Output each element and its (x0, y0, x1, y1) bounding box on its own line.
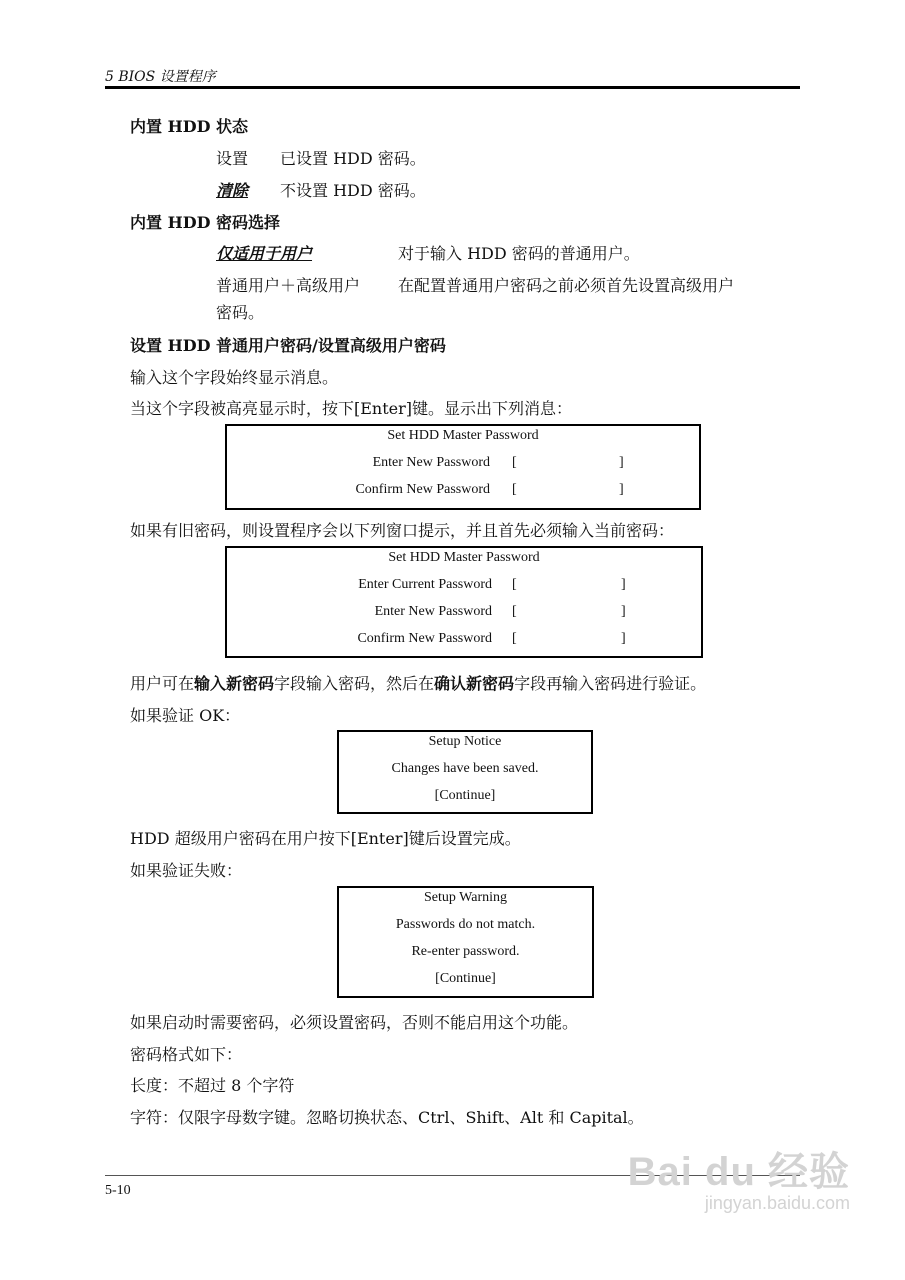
field-open-bracket: [ (512, 604, 517, 619)
dialog-message: Passwords do not match. (395, 917, 536, 932)
dialog-set-master-password-current (225, 546, 703, 658)
dialog-title: Setup Warning (424, 890, 507, 905)
section-title-set-password: 设置 HDD 普通用户密码/设置高级用户密码 (130, 336, 446, 355)
field-close-bracket: ] (621, 577, 626, 592)
continue-button[interactable]: [Continue] (434, 788, 496, 803)
header-rule (105, 86, 800, 89)
paragraph: 如果验证失败： (130, 861, 243, 880)
option-desc-continued: 密码。 (216, 303, 265, 322)
field-open-bracket: [ (512, 455, 517, 470)
paragraph: 输入这个字段始终显示消息。 (130, 368, 339, 387)
paragraph: 如果有旧密码，则设置程序会以下列窗口提示，并且首先必须输入当前密码： (130, 521, 675, 540)
option-desc: 对于输入 HDD 密码的普通用户。 (398, 244, 640, 263)
paragraph: 字符：仅限字母数字键。忽略切换状态、Ctrl、Shift、Alt 和 Capital。 (130, 1108, 644, 1127)
baidu-watermark (628, 1140, 850, 1214)
dialog-message: Re-enter password. (411, 944, 520, 959)
paragraph: 当这个字段被高亮显示时，按下[Enter]键。显示出下列消息： (130, 399, 573, 418)
field-label: Confirm New Password (357, 631, 492, 646)
field-label: Enter New Password (374, 604, 492, 619)
page-number: 5-10 (105, 1183, 131, 1198)
option-term-default: 仅适用于用户 (216, 244, 313, 263)
field-label: Confirm New Password (355, 482, 490, 497)
field-label: Enter Current Password (358, 577, 492, 592)
dialog-message: Changes have been saved. (391, 761, 539, 776)
section-title-hdd-status: 内置 HDD 状态 (130, 117, 249, 136)
watermark-url: jingyan.baidu.com (704, 1193, 850, 1213)
section-title-hdd-password-select: 内置 HDD 密码选择 (130, 213, 281, 232)
dialog-setup-notice (337, 730, 593, 814)
field-close-bracket: ] (621, 631, 626, 646)
field-close-bracket: ] (619, 455, 624, 470)
dialog-title: Set HDD Master Password (387, 428, 539, 443)
paragraph: 长度：不超过 8 个字符 (130, 1076, 295, 1095)
option-desc: 不设置 HDD 密码。 (280, 181, 426, 200)
paragraph: 如果验证 OK： (130, 706, 241, 725)
dialog-title: Setup Notice (428, 734, 502, 749)
field-open-bracket: [ (512, 577, 517, 592)
field-open-bracket: [ (512, 482, 517, 497)
option-desc: 在配置普通用户密码之前必须首先设置高级用户 (398, 276, 735, 295)
option-term-default: 清除 (216, 181, 249, 200)
field-label: Enter New Password (372, 455, 490, 470)
paragraph: 如果启动时需要密码，必须设置密码，否则不能启用这个功能。 (130, 1013, 579, 1032)
field-close-bracket: ] (619, 482, 624, 497)
option-desc: 已设置 HDD 密码。 (280, 149, 426, 168)
dialog-setup-warning (337, 886, 594, 998)
dialog-set-master-password (225, 424, 701, 510)
option-term: 普通用户＋高级用户 (216, 276, 361, 295)
field-open-bracket: [ (512, 631, 517, 646)
paragraph: 密码格式如下： (130, 1045, 243, 1064)
paragraph-new-password: 用户可在输入新密码字段输入密码，然后在确认新密码字段再输入密码进行验证。 (130, 674, 707, 693)
continue-button[interactable]: [Continue] (435, 971, 496, 986)
paragraph: HDD 超级用户密码在用户按下[Enter]键后设置完成。 (130, 829, 521, 848)
option-term: 设置 (216, 149, 249, 168)
field-close-bracket: ] (621, 604, 626, 619)
watermark-logo: Bai du 经验 (627, 1150, 850, 1194)
running-header: 5 BIOS 设置程序 (105, 69, 216, 85)
dialog-title: Set HDD Master Password (388, 550, 540, 565)
